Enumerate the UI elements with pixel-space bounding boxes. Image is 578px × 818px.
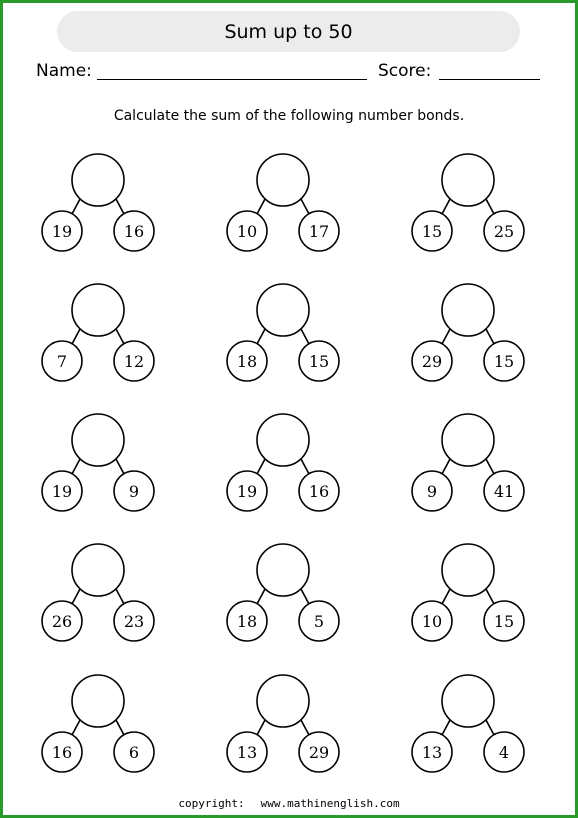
bond-connector-right bbox=[301, 589, 309, 604]
bond-connector-left bbox=[257, 329, 265, 344]
sum-answer-circle[interactable] bbox=[257, 154, 309, 206]
bond-connector-left bbox=[72, 459, 80, 474]
number-bond bbox=[227, 544, 339, 641]
part-value-right: 23 bbox=[123, 612, 145, 631]
part-value-right: 6 bbox=[128, 743, 140, 762]
sum-answer-circle[interactable] bbox=[442, 414, 494, 466]
part-value-right: 5 bbox=[313, 612, 325, 631]
bond-connector-right bbox=[486, 199, 494, 214]
number-bond bbox=[42, 544, 154, 641]
sum-answer-circle[interactable] bbox=[442, 284, 494, 336]
page-title: Sum up to 50 bbox=[224, 20, 353, 43]
part-value-left: 13 bbox=[236, 743, 258, 762]
number-bond bbox=[42, 284, 154, 381]
bond-connector-left bbox=[72, 199, 80, 214]
bond-connector-right bbox=[301, 329, 309, 344]
bond-connector-right bbox=[116, 589, 124, 604]
number-bond bbox=[412, 544, 524, 641]
sum-answer-circle[interactable] bbox=[257, 544, 309, 596]
number-bond bbox=[42, 675, 154, 772]
part-value-right: 16 bbox=[308, 482, 330, 501]
bond-connector-right bbox=[301, 459, 309, 474]
part-value-right: 17 bbox=[308, 222, 330, 241]
bond-connector-right bbox=[486, 720, 494, 735]
part-value-right: 15 bbox=[493, 612, 515, 631]
part-value-left: 9 bbox=[426, 482, 438, 501]
sum-answer-circle[interactable] bbox=[442, 154, 494, 206]
part-value-left: 18 bbox=[236, 612, 258, 631]
number-bond bbox=[227, 675, 339, 772]
number-bond bbox=[42, 414, 154, 511]
sum-answer-circle[interactable] bbox=[72, 154, 124, 206]
part-value-left: 29 bbox=[421, 352, 443, 371]
part-value-left: 19 bbox=[51, 482, 73, 501]
part-value-left: 13 bbox=[421, 743, 443, 762]
number-bond bbox=[412, 154, 524, 251]
bond-connector-left bbox=[72, 720, 80, 735]
part-value-left: 26 bbox=[51, 612, 73, 631]
number-bond bbox=[412, 284, 524, 381]
bond-connector-left bbox=[442, 199, 450, 214]
score-label: Score: bbox=[378, 61, 432, 81]
footer bbox=[0, 797, 578, 810]
bond-connector-left bbox=[257, 459, 265, 474]
bond-connector-left bbox=[257, 199, 265, 214]
part-value-right: 25 bbox=[493, 222, 515, 241]
sum-answer-circle[interactable] bbox=[442, 675, 494, 727]
part-value-right: 4 bbox=[498, 743, 510, 762]
part-value-right: 9 bbox=[128, 482, 140, 501]
bond-connector-right bbox=[486, 589, 494, 604]
bond-connector-left bbox=[72, 329, 80, 344]
bond-connector-left bbox=[442, 329, 450, 344]
number-bond bbox=[227, 154, 339, 251]
bond-connector-right bbox=[116, 459, 124, 474]
copyright-label: copyright: bbox=[178, 797, 245, 810]
part-value-left: 18 bbox=[236, 352, 258, 371]
sum-answer-circle[interactable] bbox=[72, 284, 124, 336]
bond-connector-left bbox=[442, 720, 450, 735]
sum-answer-circle[interactable] bbox=[442, 544, 494, 596]
part-value-left: 10 bbox=[421, 612, 443, 631]
part-value-left: 10 bbox=[236, 222, 258, 241]
bond-connector-right bbox=[301, 720, 309, 735]
part-value-left: 7 bbox=[56, 352, 68, 371]
number-bond bbox=[42, 154, 154, 251]
name-label: Name: bbox=[36, 61, 92, 81]
part-value-right: 16 bbox=[123, 222, 145, 241]
number-bond bbox=[227, 414, 339, 511]
bond-connector-right bbox=[116, 720, 124, 735]
part-value-right: 41 bbox=[493, 482, 515, 501]
sum-answer-circle[interactable] bbox=[257, 675, 309, 727]
sum-answer-circle[interactable] bbox=[257, 284, 309, 336]
part-value-left: 19 bbox=[51, 222, 73, 241]
part-value-right: 15 bbox=[308, 352, 330, 371]
bond-connector-right bbox=[486, 329, 494, 344]
bond-connector-right bbox=[116, 329, 124, 344]
instruction-text: Calculate the sum of the following number bonds. bbox=[113, 108, 465, 124]
part-value-right: 29 bbox=[308, 743, 330, 762]
bond-connector-left bbox=[442, 589, 450, 604]
bond-connector-right bbox=[116, 199, 124, 214]
website-link[interactable]: www.mathinenglish.com bbox=[260, 797, 400, 810]
bond-connector-left bbox=[72, 589, 80, 604]
part-value-right: 12 bbox=[123, 352, 145, 371]
bond-connector-left bbox=[442, 459, 450, 474]
part-value-right: 15 bbox=[493, 352, 515, 371]
part-value-left: 19 bbox=[236, 482, 258, 501]
sum-answer-circle[interactable] bbox=[72, 675, 124, 727]
number-bond bbox=[227, 284, 339, 381]
number-bond bbox=[412, 414, 524, 511]
bond-connector-left bbox=[257, 589, 265, 604]
sum-answer-circle[interactable] bbox=[72, 414, 124, 466]
sum-answer-circle[interactable] bbox=[257, 414, 309, 466]
bond-connector-right bbox=[486, 459, 494, 474]
sum-answer-circle[interactable] bbox=[72, 544, 124, 596]
bond-connector-left bbox=[257, 720, 265, 735]
part-value-left: 15 bbox=[421, 222, 443, 241]
bond-connector-right bbox=[301, 199, 309, 214]
part-value-left: 16 bbox=[51, 743, 73, 762]
number-bond bbox=[412, 675, 524, 772]
